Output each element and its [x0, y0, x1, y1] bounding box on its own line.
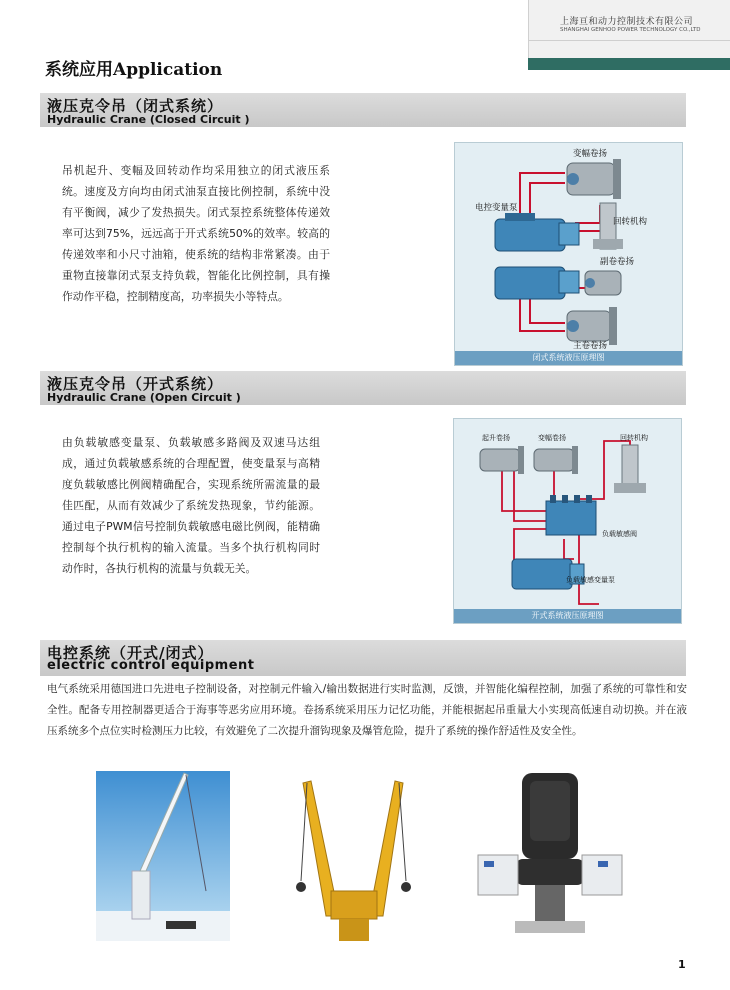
crane-photo-yellow — [291, 771, 416, 941]
diagram-caption: 闭式系统液压原理图 — [455, 351, 682, 365]
diagram-label-ls-valve: 负载敏感阀 — [602, 530, 637, 538]
section-title-cn: 电控系统（开式/闭式） — [47, 644, 214, 662]
section-body-electric: 电气系统采用德国进口先进电子控制设备，对控制元件输入/输出数据进行实时监测，反馈，并智能化编程控制，加强了系统的可靠性和安全性。配备专用控制器更适合于海事等恶劣应用环境。卷扬系统采用压力记忆功能，并能根据起吊重量大小实现高低速自动切换。并在液压系统多个点位实时检测压力比较，有效避免了二次提升溜钩现象及爆管危险，提升了系统的操作舒适性及安全性。 — [47, 683, 687, 737]
closed-circuit-diagram — [454, 142, 683, 366]
page-title: 系统应用Application — [45, 60, 223, 80]
section-body-open: 由负载敏感变量泵、负载敏感多路阀及双速马达组成，通过负载敏感系统的合理配置，使变量泵与高精度负载敏感比例阀精确配合，实现系统所需流量的最佳匹配，从而有效减少了系统发热现象，节约能源。通过电子PWM信号控制负载敏感电磁比例阀，能精确控制每个执行机构的输入流量。当多个执行机构同时动作时，各执行机构的流量与负载无关。 — [62, 436, 320, 575]
diagram-caption: 开式系统液压原理图 — [454, 609, 681, 623]
diagram-label-aux-winch: 副卷卷扬 — [600, 257, 635, 267]
operator-seat-photo — [470, 771, 630, 941]
open-circuit-diagram — [453, 418, 682, 624]
diagram-label-ls-pump: 负载敏感变量泵 — [566, 576, 615, 584]
diagram-label-luffing-winch: 变幅卷扬 — [538, 434, 566, 442]
company-name-en: SHANGHAI GENHOO POWER TECHNOLOGY CO.,LTD — [560, 27, 701, 33]
diagram-label-variable-pump: 电控变量泵 — [475, 203, 518, 213]
diagram-label-main-winch: 主卷卷扬 — [573, 341, 608, 351]
company-name-cn: 上海亘和动力控制技术有限公司 — [560, 17, 694, 27]
diagram-label-slewing: 回转机构 — [620, 434, 648, 442]
header-divider — [528, 40, 730, 41]
section-title-en: electric control equipment — [47, 658, 255, 673]
section-title-cn: 液压克令吊（闭式系统） — [47, 97, 224, 115]
section-title-cn: 液压克令吊（开式系统） — [47, 375, 224, 393]
header-accent-bar — [528, 58, 730, 70]
diagram-label-hoist-winch: 起升卷扬 — [482, 434, 510, 442]
section-title-en: Hydraulic Crane (Open Circuit ) — [47, 391, 241, 404]
page-number: 1 — [678, 958, 686, 971]
section-body-closed: 吊机起升、变幅及回转动作均采用独立的闭式液压系统。速度及方向均由闭式油泵直接比例控制，系统中没有平衡阀，减少了发热损失。闭式泵控系统整体传递效率可达到75%，远远高于开式系统50%的效率。较高的传递效率和小尺寸油箱，使系统的结构非常紧凑。由于重物直接靠闭式泵支持负载，智能化比例控制，具有操作动作平稳，控制精度高，功率损失小等特点。 — [62, 164, 330, 303]
diagram-label-luffing-winch: 变幅卷扬 — [573, 149, 608, 159]
section-title-en: Hydraulic Crane (Closed Circuit ) — [47, 113, 250, 126]
crane-photo-snow — [96, 771, 230, 941]
diagram-label-slewing: 回转机构 — [613, 217, 648, 227]
